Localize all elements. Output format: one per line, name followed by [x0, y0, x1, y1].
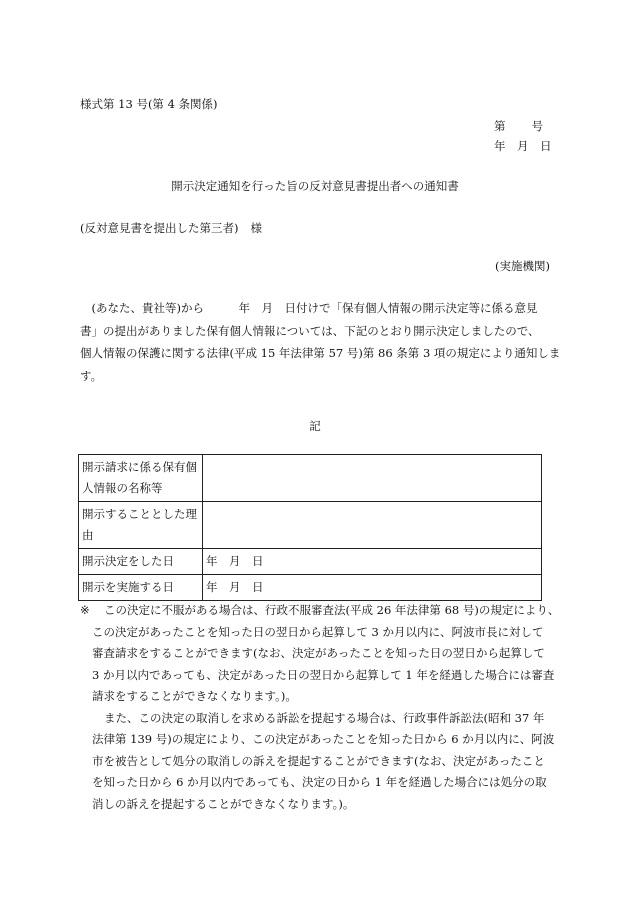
- reference-number-prefix: 第: [494, 119, 506, 133]
- addressee-honorific: 様: [250, 221, 262, 235]
- reference-number-suffix: 号: [531, 119, 543, 133]
- note-line: 法律第 139 号)の規定により、この決定があったことを知った日から 6 か月以内に、阿波: [92, 732, 555, 746]
- note-line: を知った日から 6 か月以内であっても、決定の日から 1 年を経過した場合には処分の取: [92, 775, 547, 789]
- form-number: 様式第 13 号(第 4 条関係): [80, 97, 218, 111]
- body-line: 書」の提出がありました保有個人情報については、下記のとおり開示決定しましたので、: [80, 323, 540, 338]
- document-title: 開示決定通知を行った旨の反対意見書提出者への通知書: [171, 179, 459, 193]
- decision-table: [78, 454, 542, 601]
- note-line: また、この決定の取消しを求める訴訟を提起する場合は、行政事件訴訟法(昭和 37 年: [104, 710, 545, 725]
- row-label-reason: 開示することとした理由: [79, 502, 203, 549]
- note-line: 3 か月以内であっても、決定があった日の翌日から起算して 1 年を経過した場合には審査: [92, 667, 555, 682]
- row-value-info-name: [203, 455, 542, 502]
- note-mark: ※: [80, 603, 90, 617]
- body-paragraph: [80, 297, 561, 387]
- note-line: 請求をすることができなくなります。)。: [92, 689, 297, 703]
- row-value-disclosure-date: 年 月 日: [203, 575, 542, 601]
- addressee: [80, 220, 262, 236]
- note-line: この決定があったことを知った日の翌日から起算して 3 か月以内に、阿波市長に対して: [92, 624, 544, 639]
- row-label-info-name: 開示請求に係る保有個人情報の名称等: [79, 455, 203, 502]
- note-line: [80, 600, 560, 622]
- row-value-decision-date: 年 月 日: [203, 549, 542, 575]
- note-line: 消しの訴えを提起することができなくなります。)。: [92, 796, 355, 811]
- row-label-decision-date: 開示決定をした日: [79, 549, 203, 575]
- issuing-agency: (実施機関): [495, 259, 550, 273]
- notes-section: [80, 600, 560, 815]
- row-label-disclosure-date: 開示を実施する日: [79, 575, 203, 601]
- addressee-name: (反対意見書を提出した第三者): [80, 221, 239, 235]
- issue-date: 年 月 日: [494, 139, 552, 153]
- table-row: [79, 575, 542, 601]
- note-text: この決定に不服がある場合は、行政不服審査法(平成 26 年法律第 68 号)の規定により、: [104, 603, 560, 617]
- body-line: す。: [80, 368, 103, 383]
- body-line: (あなた、貴社等)から 年 月 日付けで「保有個人情報の開示決定等に係る意見: [80, 301, 538, 315]
- row-value-reason: [203, 502, 542, 549]
- body-line: 個人情報の保護に関する法律(平成 15 年法律第 57 号)第 86 条第 3 項の規定により通知しま: [80, 346, 561, 360]
- table-row: [79, 455, 542, 502]
- ki-heading: 記: [309, 419, 321, 433]
- table-row: [79, 549, 542, 575]
- reference-number: [494, 118, 543, 134]
- note-line: 市を被告として処分の取消しの訴えを提起することができます(なお、決定があったこと: [92, 753, 545, 768]
- note-line: 審査請求をすることができます(なお、決定があったことを知った日の翌日から起算して: [92, 646, 545, 660]
- table-row: [79, 502, 542, 549]
